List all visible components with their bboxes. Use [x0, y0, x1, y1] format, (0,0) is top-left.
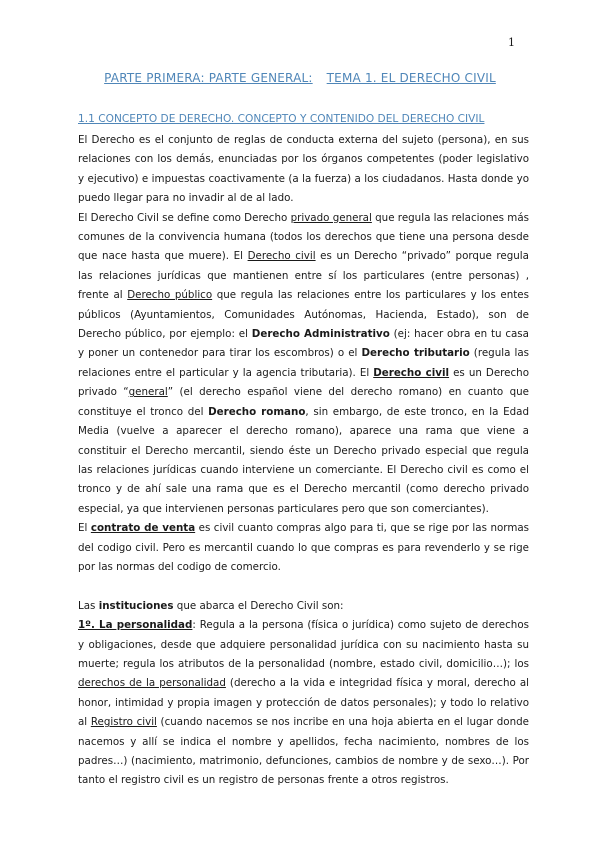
term-derecho-publico: Derecho público: [127, 289, 213, 302]
paragraph-instituciones: Las instituciones que abarca el Derecho Civil son:: [78, 599, 344, 612]
term-derechos-personalidad: derechos de la personalidad: [78, 677, 226, 690]
term-contrato-de-venta: contrato de venta: [90, 522, 196, 535]
page-title: [0, 71, 600, 85]
term-derecho-civil: Derecho civil: [247, 250, 316, 263]
paragraph-personalidad: 1º. La personalidad: Regula a la persona (física o jurídica) como sujeto de derechos y obligaciones, desde que adquiere personalidad jurídica con su nacimiento hasta su muerte; regula los atributos de la personalidad (nombre, estado civil, domicilio…); los derechos de la personalidad (derecho a la vida e integridad física y moral, derecho al honor, intimidad y propia imagen y protección de datos personales); y todo lo relativo al Registro civil (cuando nacemos se nos incribe en una hoja abierta en el lugar donde nacemos y allí se indica el nombre y apellidos, fecha nacimiento, nombres de los padres…) (nacimiento, matrimonio, defunciones, cambios de nombre y de sexo…). Por tanto el registro civil es un registro de personas frente a otros registros.: [78, 619, 529, 787]
page-number: 1: [508, 36, 515, 49]
document-body: [78, 131, 529, 791]
paragraph-derecho-definition: El Derecho es el conjunto de reglas de conducta externa del sujeto (persona), en sus relaciones con los demás, enunciadas por los órganos competentes (poder legislativo y ejecutivo) e impuestas coactivamente (a la fuerza) a los ciudadanos. Hasta donde yo puedo llegar para no invadir al de al lado.: [78, 134, 529, 205]
term-la-personalidad: 1º. La personalidad: [78, 619, 193, 632]
term-privado-general: privado general: [290, 211, 372, 224]
paragraph-derecho-civil: El Derecho Civil se define como Derecho privado general que regula las relaciones más comunes de la convivencia humana (todos los derechos que tiene una persona desde que nace hasta que muere). El Derecho civil es un Derecho “privado” porque regula las relaciones jurídicas que mantienen entre sí los particulares (entre personas) , frente al Derecho público que regula las relaciones entre los particulares y los entes públicos (Ayuntamientos, Comunidades Autónomas, Hacienda, Estado), son de Derecho público, por ejemplo: el Derecho Administrativo (ej: hacer obra en tu casa y poner un contenedor para tirar los escombros) o el Derecho tributario (regula las relaciones entre el particular y la agencia tributaria). El Derecho civil es un Derecho privado “general” (el derecho español viene del derecho romano) en cuanto que constituye el tronco del Derecho romano, sin embargo, de este tronco, en la Edad Media (vuelve a aparecer el derecho romano), aparece una rama que viene a constituir el Derecho mercantil, siendo éste un Derecho privado especial que regula las relaciones jurídicas cuando interviene un comerciante. El Derecho civil es como el tronco y de ahí sale una rama que es el Derecho mercantil (como derecho privado especial, ya que intervienen personas particulares pero que son comerciantes).: [78, 211, 530, 515]
term-general: general: [128, 386, 168, 399]
section-heading: 1.1 CONCEPTO DE DERECHO. CONCEPTO Y CONTENIDO DEL DERECHO CIVIL: [78, 113, 485, 125]
term-derecho-civil-bold: Derecho civil: [373, 366, 450, 379]
term-derecho-tributario: Derecho tributario: [361, 347, 470, 360]
paragraph-spacer: [78, 577, 529, 596]
term-derecho-romano: Derecho romano: [208, 405, 306, 418]
term-instituciones: instituciones: [98, 599, 174, 612]
title-part: PARTE PRIMERA: PARTE GENERAL:: [104, 71, 313, 85]
term-derecho-administrativo: Derecho Administrativo: [251, 328, 390, 341]
term-registro-civil: Registro civil: [90, 716, 157, 729]
paragraph-contrato-venta: El contrato de venta es civil cuanto compras algo para ti, que se rige por las normas del codigo civil. Pero es mercantil cuando lo que compras es para revenderlo y se rige por las normas del codigo de comercio.: [78, 522, 530, 573]
title-topic: TEMA 1. EL DERECHO CIVIL: [326, 71, 496, 85]
